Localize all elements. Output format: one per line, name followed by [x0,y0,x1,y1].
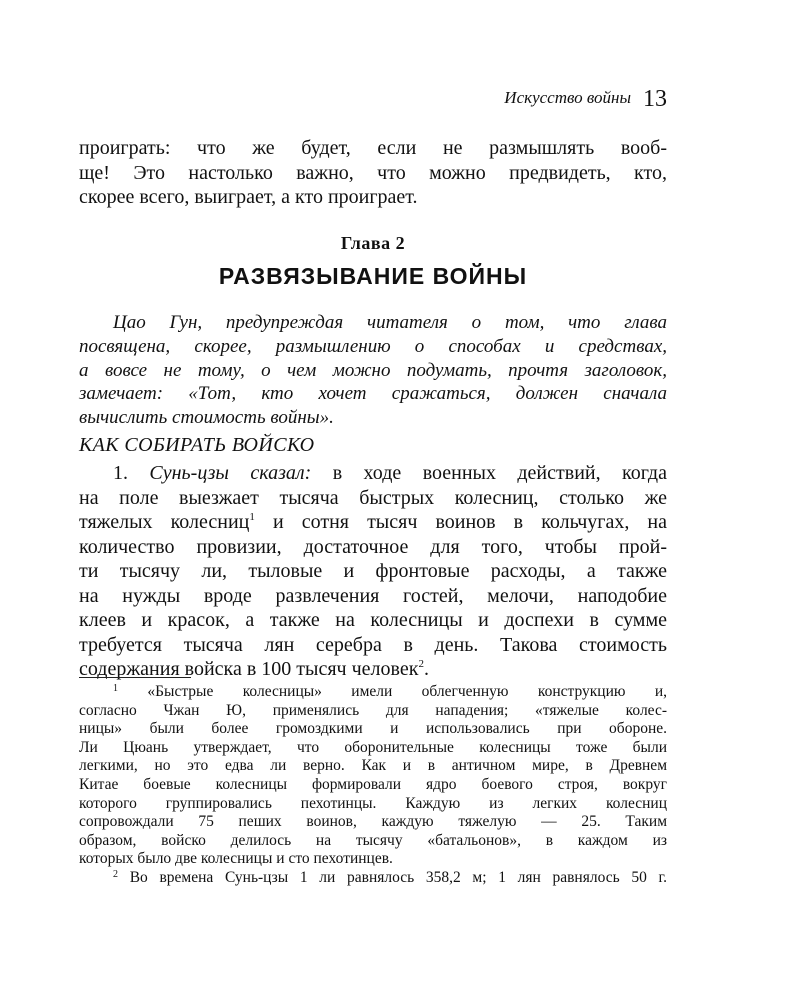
text-line: количество провизии, достаточное для того, чтобы прой- [79,535,667,558]
footnote-line: согласно Чжан Ю, применялись для нападения; «тяжелые колес- [79,701,667,719]
footnote-line: образом, войско делилось на тысячу «батальонов», в каждом из [79,831,667,849]
footnote-marker: 1 [113,683,118,694]
text-segment: . [423,658,429,680]
intro-paragraph [79,136,667,210]
text-line: ще! Это настолько важно, что можно предвидеть, кто, [79,161,667,184]
footnote-line: ницы» были более громоздкими и использовались при обороне. [79,720,667,738]
footnote-line: легкими, но это едва ли верно. Как и в античном мире, в Древнем [79,757,667,775]
text-line [79,510,667,535]
chapter-title: РАЗВЯЗЫВАНИЕ ВОЙНЫ [218,263,528,289]
footnote-divider [79,677,191,678]
text-segment: содержания войска в 100 тысяч человек [79,658,419,680]
text-line [79,461,667,486]
running-title: Искусство войны [504,88,631,107]
footnote-line [79,869,667,888]
paragraph-number: 1. [113,462,128,484]
text-line: проиграть: что же будет, если не размышлять вооб- [79,137,667,159]
footnote-line: Китае боевые колесницы формировали ядро боевого строя, вокруг [79,775,667,793]
page-number: 13 [643,86,667,112]
footnote-line: которых было две колесницы и сто пехотинцев. [79,850,393,868]
footnote-line: которого группировались пехотинцы. Каждую из легких колесниц [79,794,667,812]
text-segment: в ходе военных действий, когда [332,462,667,484]
text-segment: тяжелых колесниц [79,511,250,533]
text-line: замечает: «Тот, кто хочет сражаться, должен сначала [79,383,667,405]
footnote-line: сопровождали 75 пеших воинов, каждую тяжелую — 25. Таким [79,813,667,831]
footnote-line [79,683,667,702]
text-segment: Во времена Сунь-цзы 1 ли равнялось 358,2 м; 1 лян равнялось 50 г. [129,868,668,886]
footnote-ref[interactable]: 2 [418,658,424,670]
footnotes [79,683,667,888]
running-header [504,86,667,113]
text-line: скорее всего, выиграет, а кто проиграет. [79,186,418,208]
text-line: посвящена, скорее, размышлению о способах и средствах, [79,335,667,357]
text-segment: и сотня тысяч воинов в кольчугах, на [254,511,668,533]
text-line: вычислить стоимость войны». [79,407,334,429]
text-line: на поле выезжает тысяча быстрых колесниц, столько же [79,486,667,509]
text-line: требуется тысяча лян серебра в день. Такова стоимость [79,633,667,656]
footnote-ref[interactable]: 1 [249,511,255,523]
text-line: а вовсе не тому, о чем можно подумать, прочтя заголовок, [79,359,667,381]
main-paragraph [79,461,667,682]
text-line: на нужды вроде развлечения гостей, мелочи, наподобие [79,584,667,607]
chapter-label: Глава 2 [340,233,406,253]
speaker-attribution: Сунь-цзы сказал: [149,462,312,484]
text-line: клеев и красок, а также на колесницы и доспехи в сумме [79,609,667,631]
footnote-marker: 2 [113,868,118,880]
text-line: Цао Гун, предупреждая читателя о том, что глава [113,312,667,333]
section-heading: КАК СОБИРАТЬ ВОЙСКО [79,434,315,456]
text-line: ти тысячу ли, тыловые и фронтовые расходы, а также [79,560,667,582]
text-segment: «Быстрые колесницы» имели облегченную конструкцию и, [147,683,668,700]
commentary-paragraph [79,311,667,430]
footnote-line: Ли Цюань утверждает, что оборонительные колесницы тоже были [79,738,667,756]
